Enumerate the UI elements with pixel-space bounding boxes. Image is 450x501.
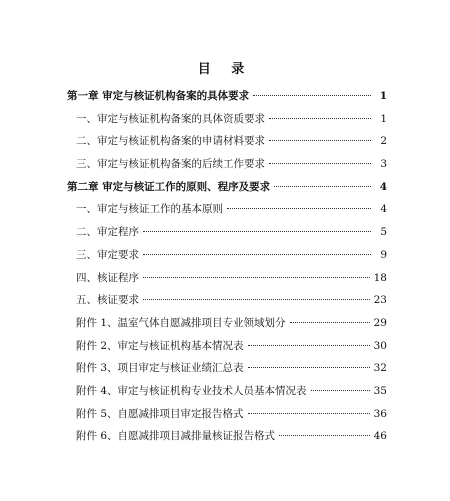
toc-entry-label: 第二章 审定与核证工作的原则、程序及要求	[67, 180, 271, 193]
toc-entry[interactable]	[67, 293, 387, 316]
toc-entry[interactable]	[67, 339, 387, 362]
toc-entry-label: 附件 6、自愿减排项目减排量核证报告格式	[76, 430, 276, 443]
toc-entry-label: 附件 3、项目审定与核证业绩汇总表	[76, 362, 244, 375]
toc-dot-leader	[143, 254, 371, 255]
toc-entry-page-number: 1	[380, 112, 387, 125]
toc-entry-label: 五、核证要求	[76, 294, 139, 307]
toc-dot-leader	[269, 140, 371, 141]
toc-entry-page-number: 2	[380, 135, 387, 148]
toc-dot-leader	[143, 277, 370, 278]
toc-title: 目 录	[197, 62, 253, 77]
toc-dot-leader	[227, 208, 371, 209]
toc-dot-leader	[274, 186, 371, 187]
toc-entry[interactable]	[67, 89, 387, 112]
toc-entry-page-number: 30	[373, 339, 387, 352]
toc-entry-page-number: 9	[380, 248, 387, 261]
table-of-contents	[67, 89, 387, 452]
toc-entry[interactable]	[67, 384, 387, 407]
toc-dot-leader	[311, 390, 370, 391]
toc-entry[interactable]	[67, 112, 387, 135]
toc-entry[interactable]	[67, 316, 387, 339]
toc-entry-page-number: 18	[373, 271, 387, 284]
toc-entry-page-number: 4	[380, 203, 387, 216]
toc-dot-leader	[269, 163, 371, 164]
toc-entry[interactable]	[67, 134, 387, 157]
toc-entry-page-number: 5	[380, 226, 387, 239]
toc-entry-page-number: 32	[373, 362, 387, 375]
toc-entry[interactable]	[67, 180, 387, 203]
toc-dot-leader	[290, 322, 370, 323]
toc-entry-label: 三、审定要求	[76, 248, 139, 261]
toc-entry-label: 一、审定与核证机构备案的具体资质要求	[76, 112, 265, 125]
toc-entry[interactable]	[67, 407, 387, 430]
toc-entry-label: 第一章 审定与核证机构备案的具体要求	[67, 90, 250, 102]
toc-entry-page-number: 29	[373, 316, 387, 329]
toc-entry[interactable]	[67, 271, 387, 294]
toc-dot-leader	[269, 118, 371, 119]
toc-entry-label: 二、审定程序	[76, 226, 139, 239]
toc-entry-label: 附件 2、审定与核证机构基本情况表	[76, 339, 244, 352]
toc-entry-label: 附件 4、审定与核证机构专业技术人员基本情况表	[76, 384, 307, 397]
toc-entry-label: 附件 1、温室气体自愿减排项目专业领域划分	[76, 316, 286, 329]
toc-entry[interactable]	[67, 361, 387, 384]
toc-entry-page-number: 46	[373, 430, 387, 443]
toc-entry[interactable]	[67, 157, 387, 180]
toc-entry-page-number: 4	[379, 180, 387, 193]
toc-entry[interactable]	[67, 248, 387, 271]
toc-entry-label: 二、审定与核证机构备案的申请材料要求	[76, 135, 265, 148]
toc-entry-label: 四、核证程序	[76, 271, 139, 284]
toc-dot-leader	[248, 367, 370, 368]
toc-entry-page-number: 1	[379, 90, 387, 102]
toc-dot-leader	[253, 95, 371, 96]
toc-entry-page-number: 35	[373, 384, 387, 397]
toc-entry-page-number: 23	[373, 294, 387, 307]
toc-entry-page-number: 36	[373, 407, 387, 420]
toc-dot-leader	[279, 435, 370, 436]
toc-entry[interactable]	[67, 202, 387, 225]
toc-entry-page-number: 3	[380, 158, 387, 171]
toc-dot-leader	[143, 231, 371, 232]
toc-dot-leader	[143, 299, 370, 300]
toc-dot-leader	[248, 345, 370, 346]
toc-entry-label: 一、审定与核证工作的基本原则	[76, 203, 223, 216]
toc-entry-label: 附件 5、自愿减排项目审定报告格式	[76, 407, 244, 420]
toc-dot-leader	[248, 413, 370, 414]
toc-entry-label: 三、审定与核证机构备案的后续工作要求	[76, 158, 265, 171]
toc-entry[interactable]	[67, 429, 387, 452]
toc-entry[interactable]	[67, 225, 387, 248]
